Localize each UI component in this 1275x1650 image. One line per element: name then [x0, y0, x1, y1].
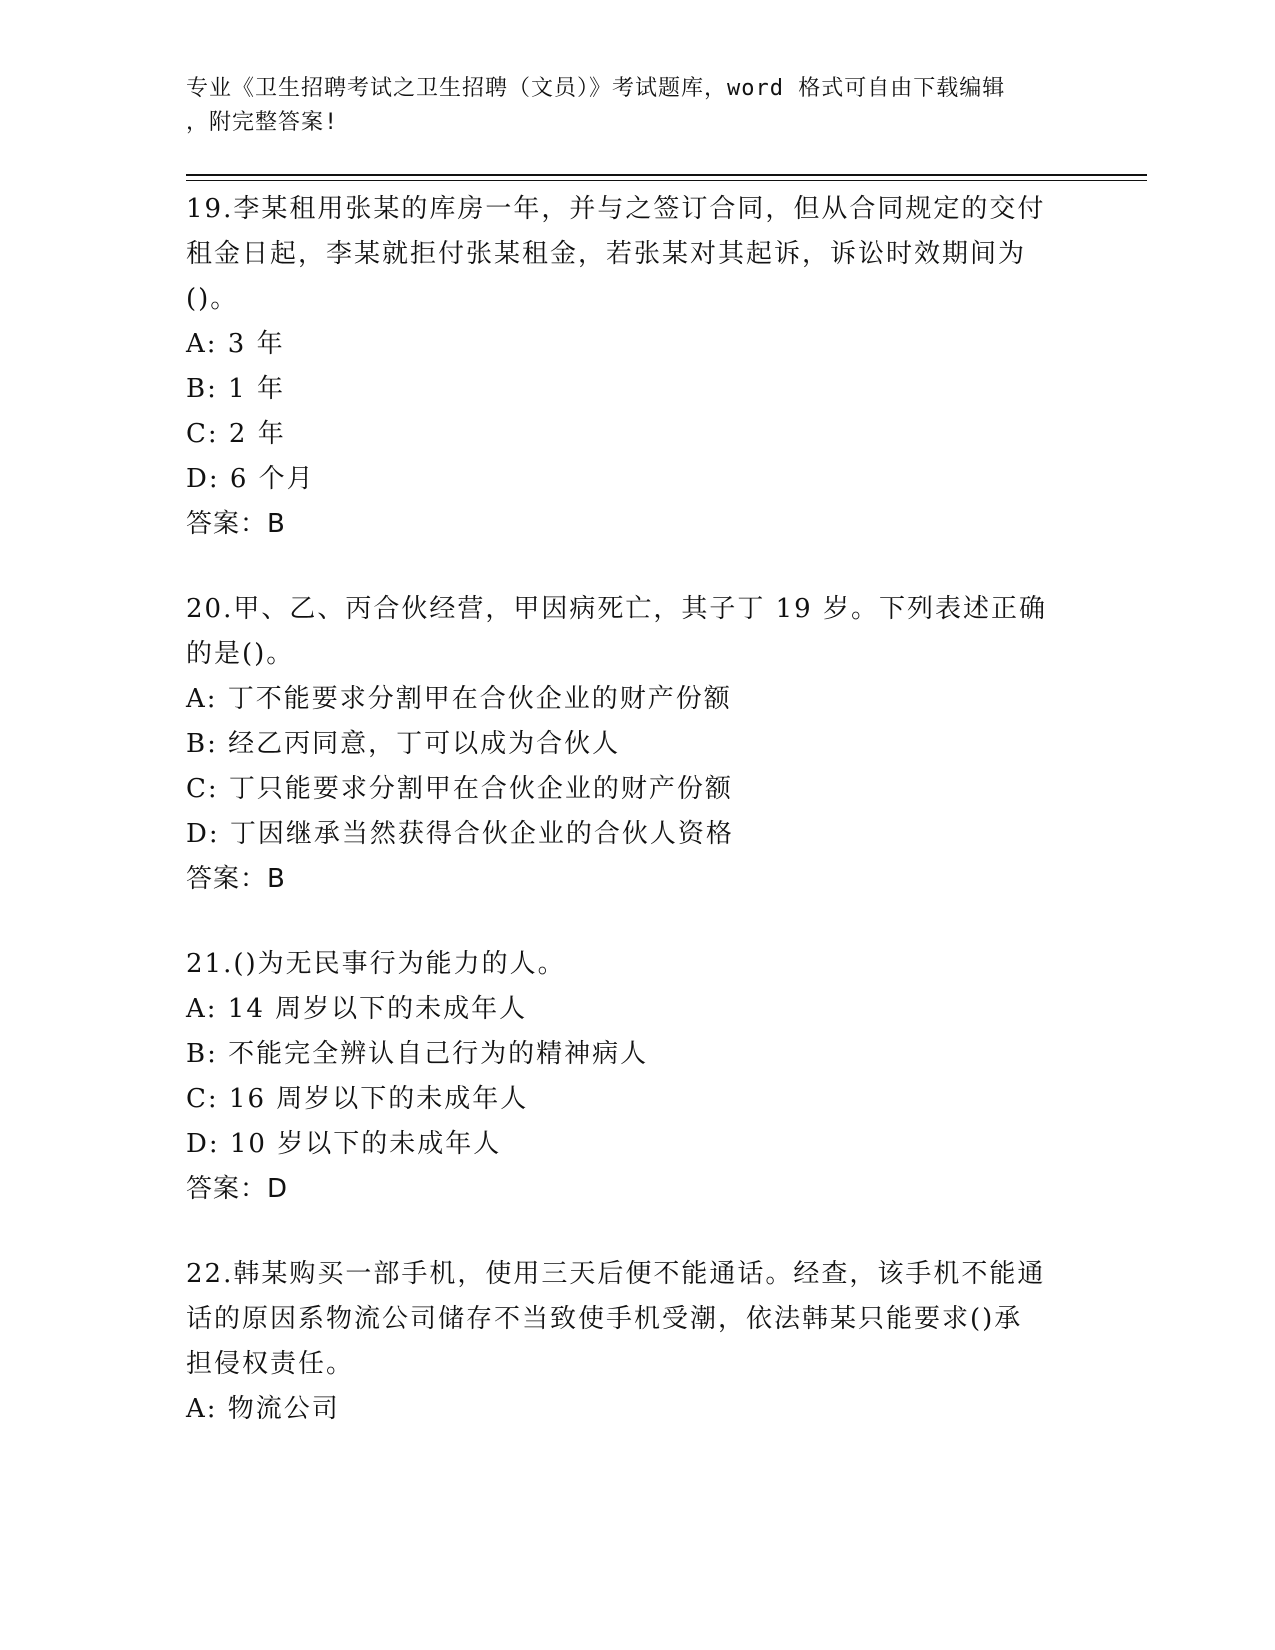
stem-line: ()。 — [186, 284, 239, 314]
question-stem — [186, 587, 1086, 677]
document-header — [186, 72, 1076, 140]
stem-line: 20.甲、乙、丙合伙经营，甲因病死亡，其子丁 19 岁。下列表述正确 — [186, 594, 1047, 624]
answer-label: 答案：B — [186, 864, 286, 894]
option-a: A: 14 周岁以下的未成年人 — [186, 994, 528, 1024]
question-stem — [186, 942, 1086, 987]
question-22 — [186, 1252, 1086, 1432]
option-d: D: 丁因继承当然获得合伙企业的合伙人资格 — [186, 819, 734, 849]
stem-line: 话的原因系物流公司储存不当致使手机受潮，依法韩某只能要求()承 — [186, 1304, 1023, 1334]
option-c: C: 丁只能要求分割甲在合伙企业的财产份额 — [186, 774, 733, 804]
option-b: B: 经乙丙同意，丁可以成为合伙人 — [186, 729, 621, 759]
option-a: A: 丁不能要求分割甲在合伙企业的财产份额 — [186, 684, 732, 714]
option-c: C: 2 年 — [186, 419, 286, 449]
stem-line: 担侵权责任。 — [186, 1349, 355, 1379]
option-c: C: 16 周岁以下的未成年人 — [186, 1084, 529, 1114]
question-20 — [186, 587, 1086, 902]
stem-line: 的是()。 — [186, 639, 295, 669]
option-a: A: 3 年 — [186, 329, 285, 359]
option-b: B: 1 年 — [186, 374, 285, 404]
answer-label: 答案：B — [186, 509, 286, 539]
question-list — [186, 187, 1086, 1472]
header-divider-thin — [186, 180, 1147, 181]
option-d: D: 6 个月 — [186, 464, 315, 494]
question-stem — [186, 187, 1086, 322]
option-b: B: 不能完全辨认自己行为的精神病人 — [186, 1039, 649, 1069]
question-stem — [186, 1252, 1086, 1387]
answer-label: 答案：D — [186, 1174, 289, 1204]
header-title-line-2: ，附完整答案! — [186, 110, 339, 135]
question-19 — [186, 187, 1086, 547]
stem-line: 租金日起，李某就拒付张某租金，若张某对其起诉，诉讼时效期间为 — [186, 239, 1027, 269]
option-a: A: 物流公司 — [186, 1394, 340, 1424]
stem-line: 22.韩某购买一部手机，使用三天后便不能通话。经查，该手机不能通 — [186, 1259, 1046, 1289]
header-title-line-1: 专业《卫生招聘考试之卫生招聘（文员）》考试题库，word 格式可自由下载编辑 — [186, 76, 1006, 101]
question-21 — [186, 942, 1086, 1212]
stem-line: 19.李某租用张某的库房一年，并与之签订合同，但从合同规定的交付 — [186, 194, 1046, 224]
header-divider-thick — [186, 174, 1147, 176]
option-d: D: 10 岁以下的未成年人 — [186, 1129, 502, 1159]
stem-line: 21.()为无民事行为能力的人。 — [186, 949, 566, 979]
